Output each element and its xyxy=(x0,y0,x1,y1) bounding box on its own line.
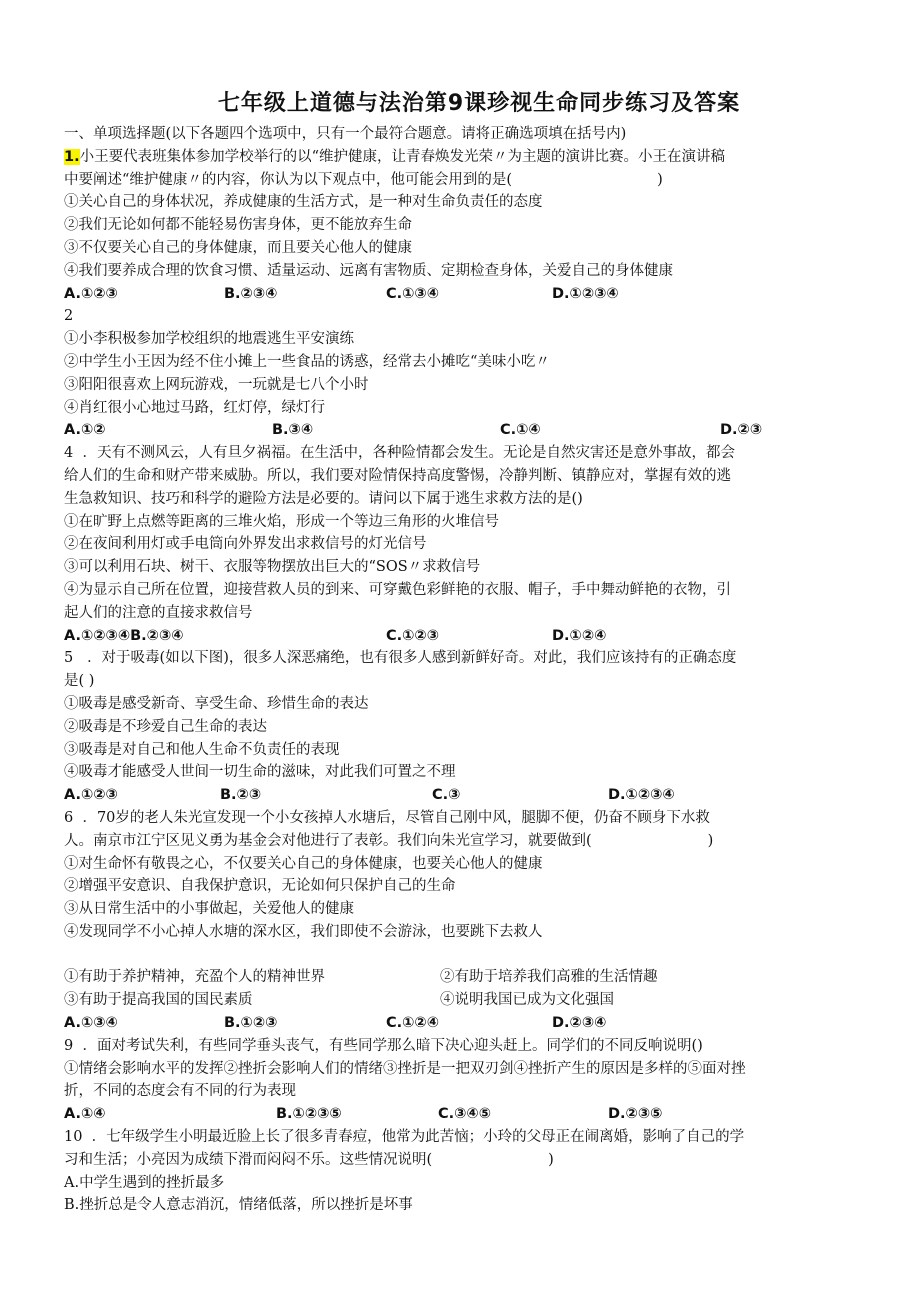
question-9-number: 9 xyxy=(64,1037,74,1054)
q8-item: ④说明我国已成为文化强国 xyxy=(440,992,614,1009)
q2-option-b: B.③④ xyxy=(272,422,314,439)
question-5-stem-cont: 是( ) xyxy=(64,673,95,690)
q4-option-d: D.①②④ xyxy=(552,627,607,644)
question-10-stem-cont: 习和生活；小亮因为成绩下滑而闷闷不乐。这些情况说明( ) xyxy=(64,1151,554,1168)
q9-option-c: C.③④⑤ xyxy=(438,1106,491,1123)
spacer xyxy=(64,944,864,967)
q4-item: ①在旷野上点燃等距离的三堆火焰，形成一个等边三角形的火堆信号 xyxy=(64,513,499,530)
question-9-stem-cont: ①情绪会影响水平的发挥②挫折会影响人们的情绪③挫折是一把双刃剑④挫折产生的原因是多样的⑤面对挫 xyxy=(64,1060,746,1077)
q4-item: ④为显示自己所在位置，迎接营救人员的到来、可穿戴色彩鲜艳的衣服、帽子，手中舞动鲜艳的衣物，引 xyxy=(64,581,731,598)
question-6-number: 6 xyxy=(64,809,74,826)
q5-option-b: B.②③ xyxy=(220,787,262,804)
q2-option-a: A.①② xyxy=(64,422,106,439)
q1-item: ④我们要养成合理的饮食习惯、适量运动、远离有害物质、定期检查身体，关爱自己的身体健康 xyxy=(64,262,673,279)
q2-item: ③阳阳很喜欢上网玩游戏，一玩就是七八个小时 xyxy=(64,376,369,393)
q8-row-1 xyxy=(64,966,864,989)
q5-item: ④吸毒才能感受人世间一切生命的滋味，对此我们可置之不理 xyxy=(64,764,456,781)
question-9-stem: 9 ．面对考试失利，有些同学垂头丧气，有些同学那么暗下决心迎头赶上。同学们的不同反响说明() xyxy=(64,1037,703,1054)
q6-item: ④发现同学不小心掉人水塘的深水区，我们即使不会游泳，也要跳下去救人 xyxy=(64,923,543,940)
section-heading: 一、单项选择题(以下各题四个选项中，只有一个最符合题意。请将正确选项填在括号内) xyxy=(64,126,627,142)
q8-options xyxy=(64,1012,864,1035)
q2-option-c: C.①④ xyxy=(500,422,541,439)
q2-item: ④肖红很小心地过马路，红灯停，绿灯行 xyxy=(64,399,325,416)
q1-item: ①关心自己的身体状况，养成健康的生活方式，是一种对生命负责任的态度 xyxy=(64,194,543,211)
q8-item: ③有助于提高我国的国民素质 xyxy=(64,992,253,1009)
q5-option-a: A.①②③ xyxy=(64,787,118,804)
q1-item: ③不仅要关心自己的身体健康，而且要关心他人的健康 xyxy=(64,239,412,256)
question-5-number: 5 xyxy=(64,650,74,667)
q10-option-a: A.中学生遇到的挫折最多 xyxy=(64,1174,225,1191)
q5-item: ③吸毒是对自己和他人生命不负责任的表现 xyxy=(64,741,340,758)
question-10-number: 10 xyxy=(64,1129,83,1146)
question-5-stem: 5 ．对于吸毒(如以下图)，很多人深恶痛绝，也有很多人感到新鲜好奇。对此，我们应该持有的正确态度 xyxy=(64,650,737,667)
q2-item: ①小李积极参加学校组织的地震逃生平安演练 xyxy=(64,331,354,348)
q1-option-a: A.①②③ xyxy=(64,285,118,302)
q5-item: ①吸毒是感受新奇、享受生命、珍惜生命的表达 xyxy=(64,695,369,712)
question-6-stem-cont: 人。南京市江宁区见义勇为基金会对他进行了表彰。我们向朱光宣学习，就要做到( ) xyxy=(64,832,714,849)
q5-option-c: C.③ xyxy=(432,787,461,804)
q4-item: 起人们的注意的直接求救信号 xyxy=(64,604,253,621)
q1-options xyxy=(64,283,864,306)
q8-option-d: D.②③④ xyxy=(552,1015,607,1032)
q1-option-d: D.①②③④ xyxy=(552,285,619,302)
question-4-stem: 4 ．天有不测风云，人有旦夕祸福。在生活中，各种险情都会发生。无论是自然灾害还是意外事故，都会 xyxy=(64,445,735,462)
q5-option-d: D.①②③④ xyxy=(608,787,675,804)
q8-option-a: A.①③④ xyxy=(64,1015,118,1032)
q5-item: ②吸毒是不珍爱自己生命的表达 xyxy=(64,718,267,735)
question-4-stem-cont: 给人们的生命和财产带来威胁。所以，我们要对险情保持高度警惕，冷静判断、镇静应对，掌握有效的逃 xyxy=(64,467,731,484)
q9-option-a: A.①④ xyxy=(64,1106,106,1123)
q2-option-d: D.②③ xyxy=(720,422,763,439)
q1-option-c: C.①③④ xyxy=(386,285,439,302)
q2-item: ②中学生小王因为经不住小摊上一些食品的诱惑，经常去小摊吃“美味小吃〃 xyxy=(64,353,550,370)
q4-item: ③可以利用石块、树干、衣服等物摆放出巨大的“SOS〃求救信号 xyxy=(64,559,481,576)
document-page xyxy=(64,86,864,1217)
q1-item: ②我们无论如何都不能轻易伤害身体，更不能放弃生命 xyxy=(64,217,412,234)
q5-options xyxy=(64,784,864,807)
question-2-number: 2 xyxy=(64,308,74,325)
q8-option-b: B.①②③ xyxy=(224,1015,278,1032)
q8-item: ②有助于培养我们高雅的生活情趣 xyxy=(440,969,658,986)
question-1-stem-cont: 中要阐述“维护健康〃的内容，你认为以下观点中，他可能会用到的是( ) xyxy=(64,171,663,188)
q6-item: ③从日常生活中的小事做起，关爱他人的健康 xyxy=(64,901,354,918)
q4-item: ②在夜间利用灯或手电筒向外界发出求救信号的灯光信号 xyxy=(64,536,427,553)
q1-option-b: B.②③④ xyxy=(224,285,278,302)
q6-item: ①对生命怀有敬畏之心，不仅要关心自己的身体健康，也要关心他人的健康 xyxy=(64,855,543,872)
q8-option-c: C.①②④ xyxy=(386,1015,439,1032)
q4-option-ab: A.①②③④B.②③④ xyxy=(64,627,184,644)
q6-item: ②增强平安意识、自我保护意识，无论如何只保护自己的生命 xyxy=(64,878,456,895)
q4-options xyxy=(64,625,864,648)
question-10-stem: 10 ．七年级学生小明最近脸上长了很多青春痘，他常为此苦恼；小玲的父母正在闹离婚，影响了自己的学 xyxy=(64,1129,745,1146)
q9-option-d: D.②③⑤ xyxy=(608,1106,663,1123)
question-1-number: 1. xyxy=(64,148,80,165)
q9-options xyxy=(64,1103,864,1126)
q8-row-2 xyxy=(64,989,864,1012)
q2-options xyxy=(64,419,864,442)
question-4-number: 4 xyxy=(64,445,74,462)
q9-option-b: B.①②③⑤ xyxy=(276,1106,342,1123)
question-9-stem-cont: 折，不同的态度会有不同的行为表现 xyxy=(64,1083,296,1100)
question-4-stem-cont: 生急救知识、技巧和科学的避险方法是必要的。请问以下属于逃生求救方法的是() xyxy=(64,490,583,507)
q4-option-c: C.①②③ xyxy=(386,627,439,644)
q8-item: ①有助于养护精神，充盈个人的精神世界 xyxy=(64,969,325,986)
page-title: 七年级上道德与法治第9课珍视生命同步练习及答案 xyxy=(217,91,741,116)
question-1-stem: 1.小王要代表班集体参加学校举行的以“维护健康，让青春焕发光荣〃为主题的演讲比赛。小王在演讲稿 xyxy=(64,148,726,165)
question-6-stem: 6 ．70岁的老人朱光宣发现一个小女孩掉人水塘后，尽管自己刚中风，腿脚不便，仍奋不顾身下水救 xyxy=(64,809,710,826)
q10-option-b: B.挫折总是令人意志消沉，情绪低落，所以挫折是坏事 xyxy=(64,1197,413,1214)
